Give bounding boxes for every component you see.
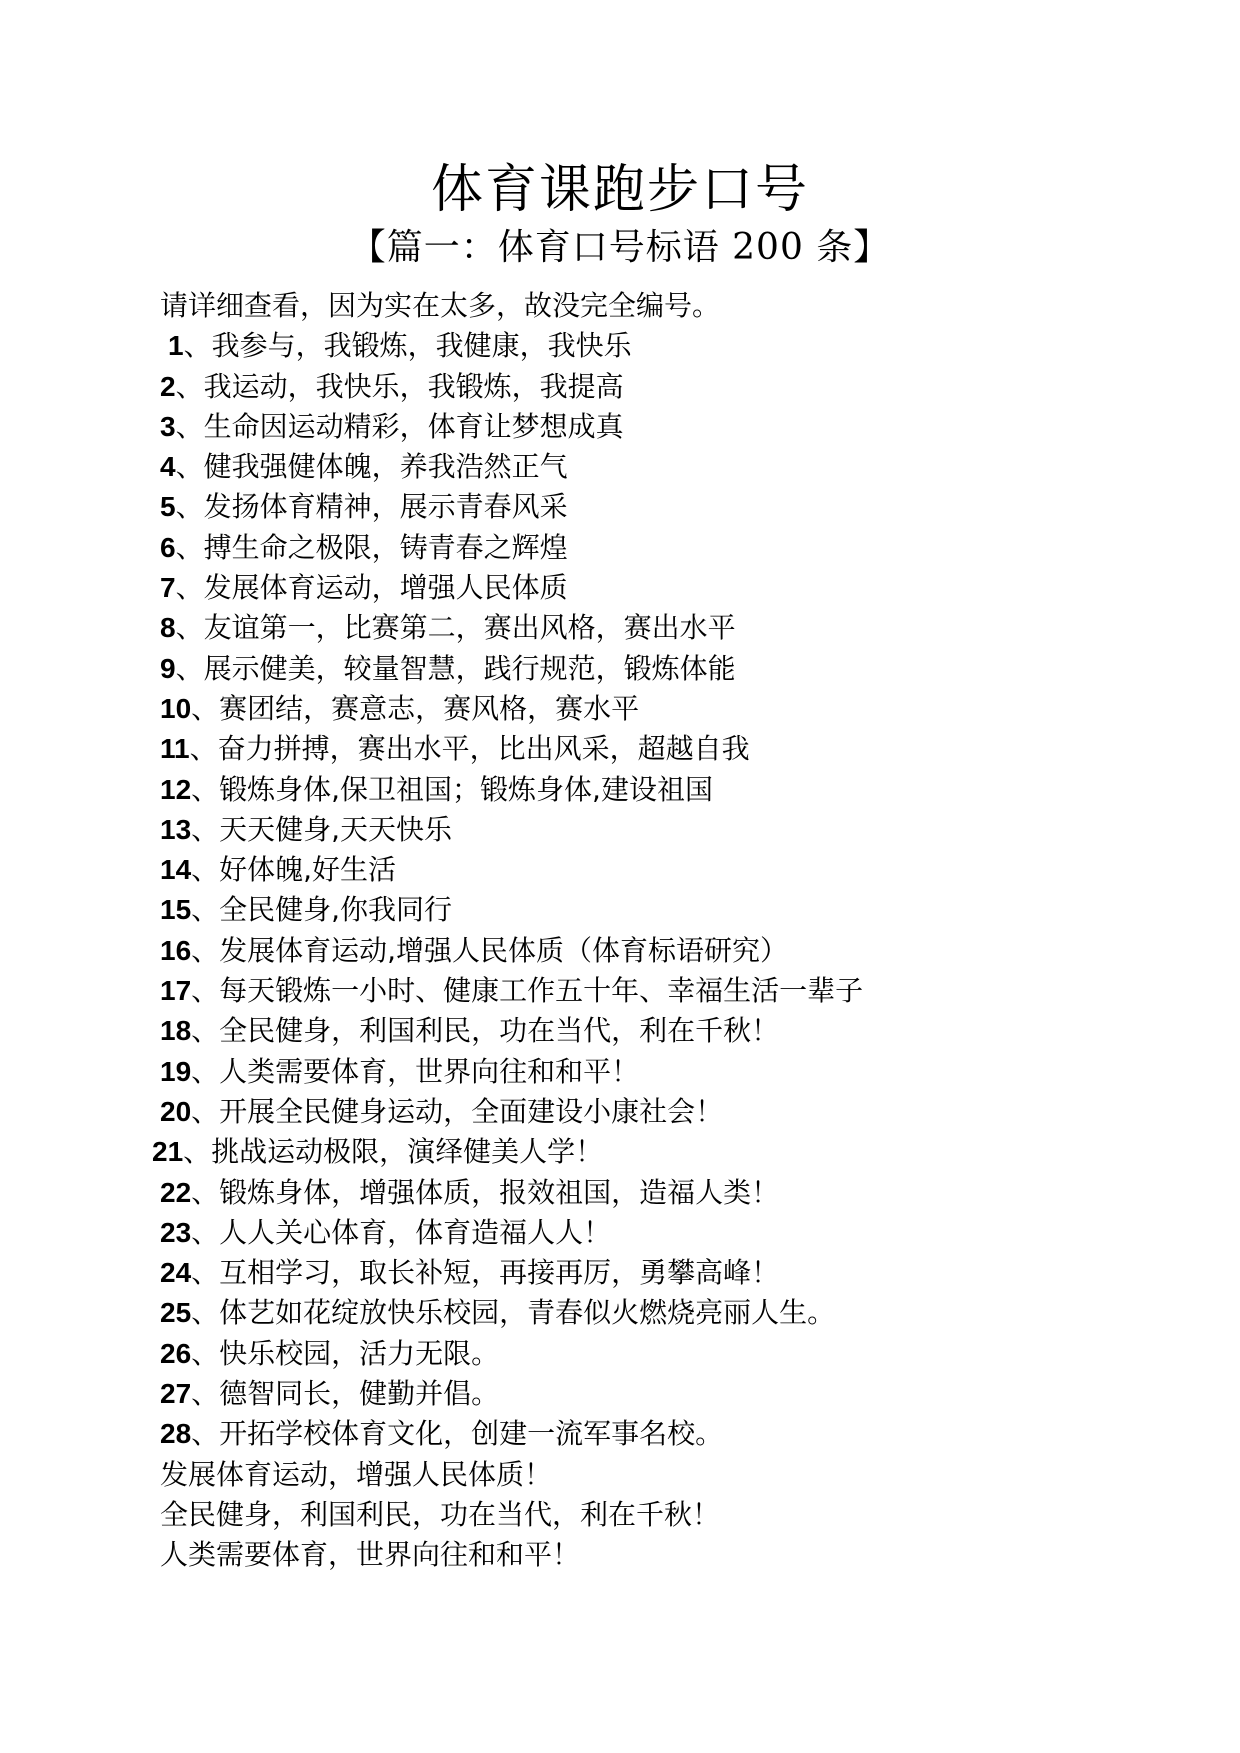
list-item <box>160 608 1160 648</box>
list-item <box>160 1374 1160 1414</box>
item-number: 27 <box>160 1378 192 1410</box>
item-text: 、奋力拼搏，赛出水平，比出风采，超越自我 <box>189 732 750 766</box>
item-number: 15 <box>160 894 192 926</box>
item-text: 、好体魄,好生活 <box>191 853 397 887</box>
item-text: 、全民健身,你我同行 <box>191 893 453 927</box>
list-item <box>160 689 1160 729</box>
item-text: 、每天锻炼一小时、健康工作五十年、幸福生活一辈子 <box>191 974 864 1008</box>
item-number: 12 <box>160 773 192 805</box>
item-number: 24 <box>160 1257 192 1289</box>
item-number: 1 <box>168 330 184 362</box>
item-number: 19 <box>160 1055 192 1087</box>
item-number: 28 <box>160 1418 192 1450</box>
item-text: 、开展全民健身运动，全面建设小康社会！ <box>191 1094 724 1128</box>
list-item <box>152 1132 1160 1172</box>
item-number: 9 <box>160 652 176 684</box>
list-item <box>160 447 1160 487</box>
list-item <box>160 568 1160 608</box>
item-number: 11 <box>160 733 190 765</box>
item-number: 20 <box>160 1095 192 1127</box>
item-text: 、互相学习，取长补短，再接再厉，勇攀高峰！ <box>191 1256 780 1290</box>
list-item <box>160 971 1160 1011</box>
list-item <box>160 850 1160 890</box>
item-number: 25 <box>160 1297 192 1329</box>
item-number: 10 <box>160 692 192 724</box>
slogan-list <box>152 286 1160 1576</box>
page-title: 体育课跑步口号 <box>430 160 809 220</box>
list-item <box>160 487 1160 527</box>
item-number: 13 <box>160 813 192 845</box>
list-item <box>160 1011 1160 1051</box>
item-number: 4 <box>160 451 176 483</box>
list-item <box>160 770 1160 810</box>
item-text: 、天天健身,天天快乐 <box>191 812 453 846</box>
item-number: 8 <box>160 612 176 644</box>
item-text: 、生命因运动精彩，体育让梦想成真 <box>175 409 624 443</box>
item-text: 、挑战运动极限，演绎健美人学！ <box>183 1135 604 1169</box>
list-item <box>160 1414 1160 1454</box>
item-number: 3 <box>160 410 176 442</box>
item-text: 、我运动，我快乐，我锻炼，我提高 <box>175 369 624 403</box>
list-item <box>160 1052 1160 1092</box>
list-item <box>160 1253 1160 1293</box>
item-text: 、发展体育运动,增强人民体质（体育标语研究） <box>191 933 789 967</box>
item-text: 、德智同长，健勤并倡。 <box>191 1377 500 1411</box>
item-text: 、健我强健体魄，养我浩然正气 <box>175 450 568 484</box>
item-text: 、人类需要体育，世界向往和和平！ <box>191 1054 640 1088</box>
list-item <box>160 1173 1160 1213</box>
item-number: 14 <box>160 854 192 886</box>
item-text: 、锻炼身体，增强体质，报效祖国，造福人类！ <box>191 1175 780 1209</box>
extra-slogan: 发展体育运动，增强人民体质！ <box>160 1457 553 1491</box>
list-item <box>168 326 1160 366</box>
item-text: 、人人关心体育，体育造福人人！ <box>191 1215 612 1249</box>
item-text: 、开拓学校体育文化，创建一流军事名校。 <box>191 1417 724 1451</box>
item-text: 、发扬体育精神，展示青春风采 <box>175 490 568 524</box>
list-item <box>160 407 1160 447</box>
item-text: 、赛团结，赛意志，赛风格，赛水平 <box>191 691 640 725</box>
list-item <box>160 649 1160 689</box>
item-number: 26 <box>160 1337 192 1369</box>
item-text: 、我参与，我锻炼，我健康，我快乐 <box>183 329 632 363</box>
list-item <box>160 1213 1160 1253</box>
list-item <box>160 1293 1160 1333</box>
item-number: 21 <box>152 1136 184 1168</box>
list-item <box>160 729 1160 769</box>
list-item <box>160 528 1160 568</box>
item-number: 18 <box>160 1015 192 1047</box>
extra-slogan: 全民健身，利国利民，功在当代，利在千秋！ <box>160 1497 721 1531</box>
item-text: 、锻炼身体,保卫祖国；锻炼身体,建设祖国 <box>191 772 713 806</box>
item-text: 、体艺如花绽放快乐校园，青春似火燃烧亮丽人生。 <box>191 1296 836 1330</box>
list-item <box>160 1092 1160 1132</box>
item-number: 17 <box>160 975 192 1007</box>
extra-slogan: 人类需要体育，世界向往和和平！ <box>160 1538 581 1572</box>
list-item <box>160 890 1160 930</box>
item-number: 22 <box>160 1176 192 1208</box>
item-number: 16 <box>160 934 192 966</box>
item-text: 、友谊第一，比赛第二，赛出风格，赛出水平 <box>175 611 736 645</box>
list-item <box>160 931 1160 971</box>
item-text: 、快乐校园，活力无限。 <box>191 1336 500 1370</box>
item-number: 2 <box>160 370 176 402</box>
item-text: 、搏生命之极限，铸青春之辉煌 <box>175 530 568 564</box>
item-number: 23 <box>160 1216 192 1248</box>
list-item <box>160 1334 1160 1374</box>
intro-text: 请详细查看，因为实在太多，故没完全编号。 <box>160 289 721 322</box>
item-text: 、展示健美，较量智慧，践行规范，锻炼体能 <box>175 651 736 685</box>
list-item <box>160 367 1160 407</box>
item-text: 、发展体育运动，增强人民体质 <box>175 571 568 605</box>
item-number: 5 <box>160 491 176 523</box>
item-number: 6 <box>160 531 176 563</box>
item-text: 、全民健身，利国利民，功在当代，利在千秋！ <box>191 1014 780 1048</box>
item-number: 7 <box>160 572 176 604</box>
list-item <box>160 810 1160 850</box>
section-subtitle: 【篇一：体育口号标语 200 条】 <box>349 227 891 268</box>
